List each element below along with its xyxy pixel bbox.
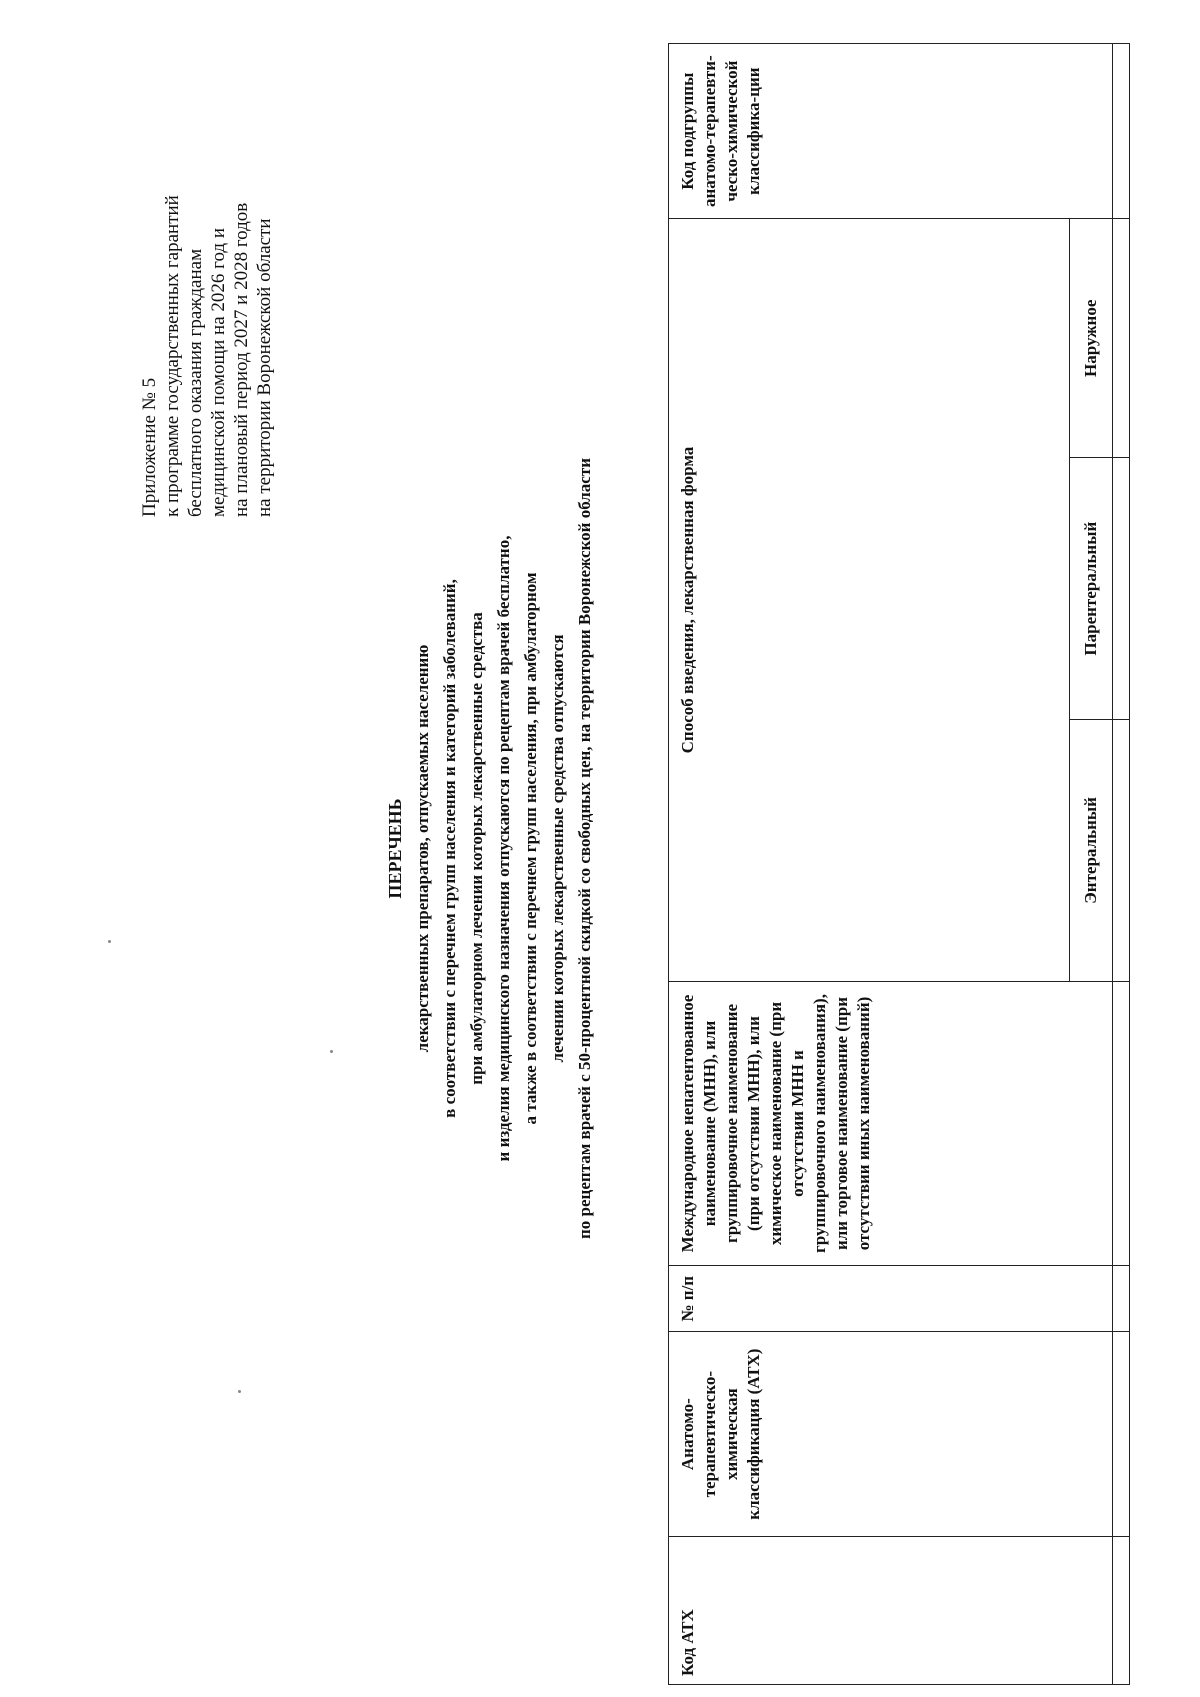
title-line: и изделия медицинского назначения отпускаются по рецептам врачей бесплатно, bbox=[494, 535, 513, 1162]
appendix-line: на территории Воронежской области bbox=[254, 218, 275, 517]
header-parenteral: Парентеральный bbox=[1070, 458, 1113, 720]
appendix-line: бесплатного оказания гражданам bbox=[185, 248, 206, 517]
table-cell bbox=[1113, 1266, 1130, 1332]
header-subgroup-code: Код подгруппы анатомо-терапевти-ческо-химической классифика-ции bbox=[669, 44, 1113, 219]
scan-speck bbox=[108, 940, 111, 943]
table-cell bbox=[1113, 720, 1130, 982]
title-line: лекарственных препаратов, отпускаемых населению bbox=[413, 644, 432, 1053]
table-cell bbox=[1113, 1537, 1130, 1685]
appendix-note bbox=[138, 57, 276, 517]
title-line: при амбулаторном лечении которых лекарственные средства bbox=[467, 612, 486, 1085]
appendix-line: медицинской помощи на 2026 год и bbox=[208, 228, 229, 517]
header-atc-classification: Анатомо-терапевтическо-химическая классификация (АТХ) bbox=[669, 1332, 1113, 1537]
header-enteral: Энтеральный bbox=[1070, 720, 1113, 982]
table-header-row bbox=[669, 44, 1070, 1685]
header-atc-code: Код АТХ bbox=[669, 1537, 1113, 1685]
appendix-line: к программе государственных гарантий bbox=[162, 195, 183, 517]
medicines-table bbox=[668, 43, 1130, 1685]
header-external: Наружное bbox=[1070, 219, 1113, 458]
table-row bbox=[1113, 44, 1130, 1685]
appendix-line: на плановый период 2027 и 2028 годов bbox=[231, 202, 252, 517]
table-cell bbox=[1113, 44, 1130, 219]
title-line: по рецептам врачей с 50-процентной скидкой со свободных цен, на территории Воронежской области bbox=[575, 458, 594, 1240]
header-number: № п/п bbox=[669, 1266, 1113, 1332]
table-cell bbox=[1113, 458, 1130, 720]
appendix-line: Приложение № 5 bbox=[139, 377, 160, 517]
document-title bbox=[382, 0, 598, 1697]
table-cell bbox=[1113, 219, 1130, 458]
title-heading: ПЕРЕЧЕНЬ bbox=[385, 798, 405, 899]
title-line: лечении которых лекарственные средства отпускаются bbox=[548, 634, 567, 1063]
header-inn: Международное непатентованное наименование (МНН), или группировочное наименование (при отсутствии МНН), или химическое наименование (при отсутствии МНН и группировочного наименования), или торговое наименование (при отсутствии иных наименований) bbox=[669, 981, 1113, 1265]
header-route-form: Способ введения, лекарственная форма bbox=[669, 219, 1070, 981]
scan-speck bbox=[330, 1050, 333, 1053]
title-line: в соответствии с перечнем групп населения и категорий заболеваний, bbox=[440, 579, 459, 1118]
table-cell bbox=[1113, 1332, 1130, 1537]
scan-speck bbox=[238, 1390, 241, 1393]
title-line: а также в соответствии с перечнем групп населения, при амбулаторном bbox=[521, 572, 540, 1125]
table-cell bbox=[1113, 981, 1130, 1265]
